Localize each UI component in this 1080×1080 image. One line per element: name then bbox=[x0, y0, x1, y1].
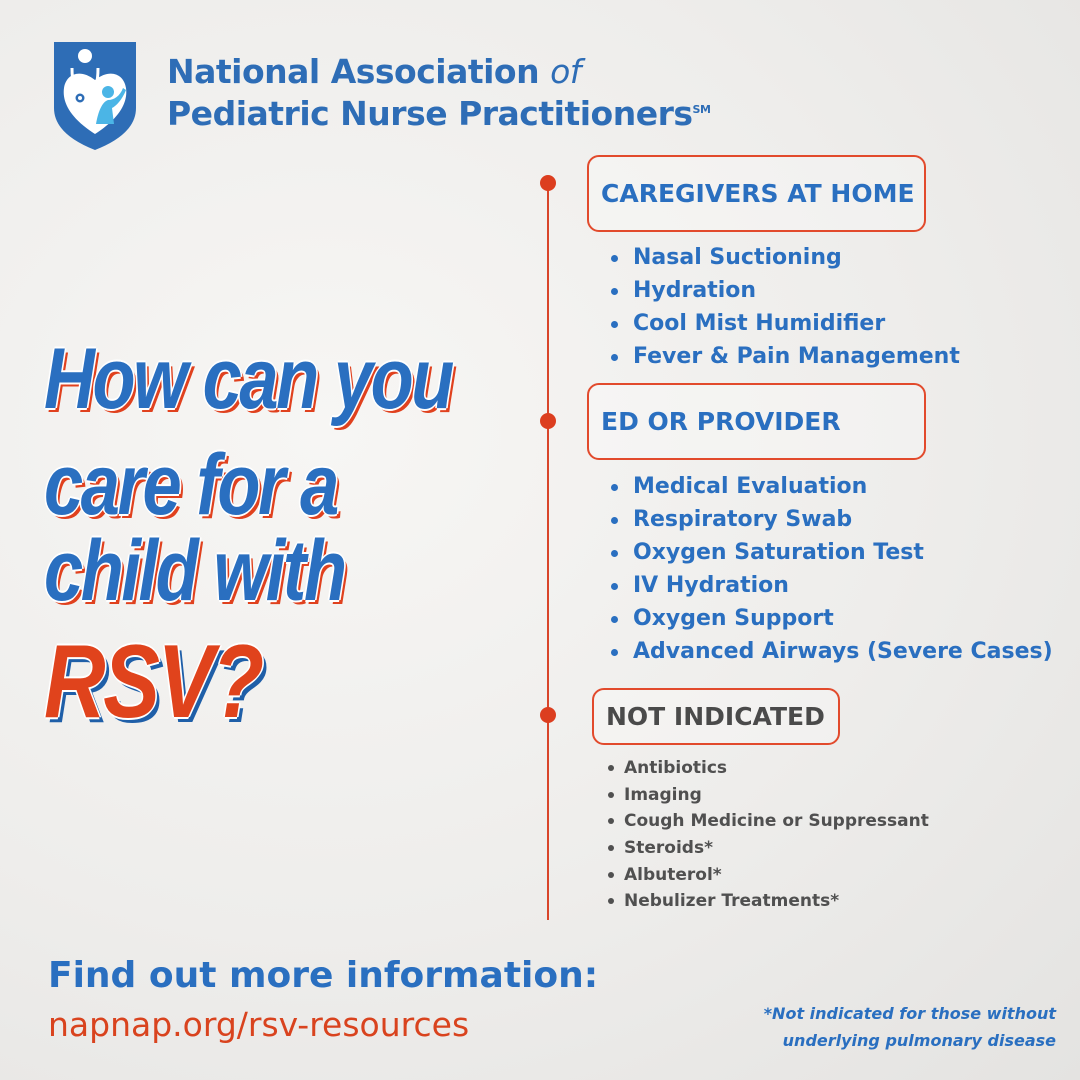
list-item: Fever & Pain Management bbox=[609, 340, 960, 373]
list-item: Oxygen Support bbox=[609, 602, 1053, 635]
list-item: Cough Medicine or Suppressant bbox=[606, 808, 929, 835]
headline-line1: How can you bbox=[44, 331, 452, 427]
timeline-dot bbox=[540, 175, 556, 191]
not-indicated-list bbox=[606, 755, 929, 915]
ed-provider-list bbox=[609, 470, 1053, 668]
headline-line2: care for a bbox=[44, 437, 337, 533]
list-item: Albuterol* bbox=[606, 862, 929, 889]
list-item: Antibiotics bbox=[606, 755, 929, 782]
resources-link[interactable]: napnap.org/rsv-resources bbox=[48, 1005, 470, 1044]
section-title-not-indicated: NOT INDICATED bbox=[592, 688, 840, 745]
timeline-dot bbox=[540, 707, 556, 723]
list-item: Advanced Airways (Severe Cases) bbox=[609, 635, 1053, 668]
organization-name-line2: Pediatric Nurse Practitioners℠ bbox=[167, 94, 711, 133]
list-item: Medical Evaluation bbox=[609, 470, 1053, 503]
list-item: IV Hydration bbox=[609, 569, 1053, 602]
organization-name-line1: National Association of bbox=[167, 52, 581, 91]
organization-name-of: of bbox=[550, 52, 581, 91]
list-item: Steroids* bbox=[606, 835, 929, 862]
timeline-dot bbox=[540, 413, 556, 429]
section-title-ed-provider: ED OR PROVIDER bbox=[587, 383, 926, 460]
footnote bbox=[764, 1000, 1056, 1054]
list-item: Cool Mist Humidifier bbox=[609, 307, 960, 340]
headline-rsv: RSV? bbox=[44, 624, 262, 740]
headline-line3: child with bbox=[44, 523, 345, 619]
caregivers-list bbox=[609, 241, 960, 373]
list-item: Imaging bbox=[606, 782, 929, 809]
footnote-line1: *Not indicated for those without bbox=[763, 1004, 1056, 1023]
list-item: Respiratory Swab bbox=[609, 503, 1053, 536]
list-item: Nasal Suctioning bbox=[609, 241, 960, 274]
napnap-logo-icon bbox=[50, 38, 140, 152]
timeline-line bbox=[547, 183, 549, 920]
footnote-line2: underlying pulmonary disease bbox=[782, 1031, 1056, 1050]
find-more-heading: Find out more information: bbox=[48, 955, 599, 996]
list-item: Hydration bbox=[609, 274, 960, 307]
section-title-caregivers: CAREGIVERS AT HOME bbox=[587, 155, 926, 232]
list-item: Oxygen Saturation Test bbox=[609, 536, 1053, 569]
list-item: Nebulizer Treatments* bbox=[606, 888, 929, 915]
service-mark: SM bbox=[692, 103, 711, 116]
